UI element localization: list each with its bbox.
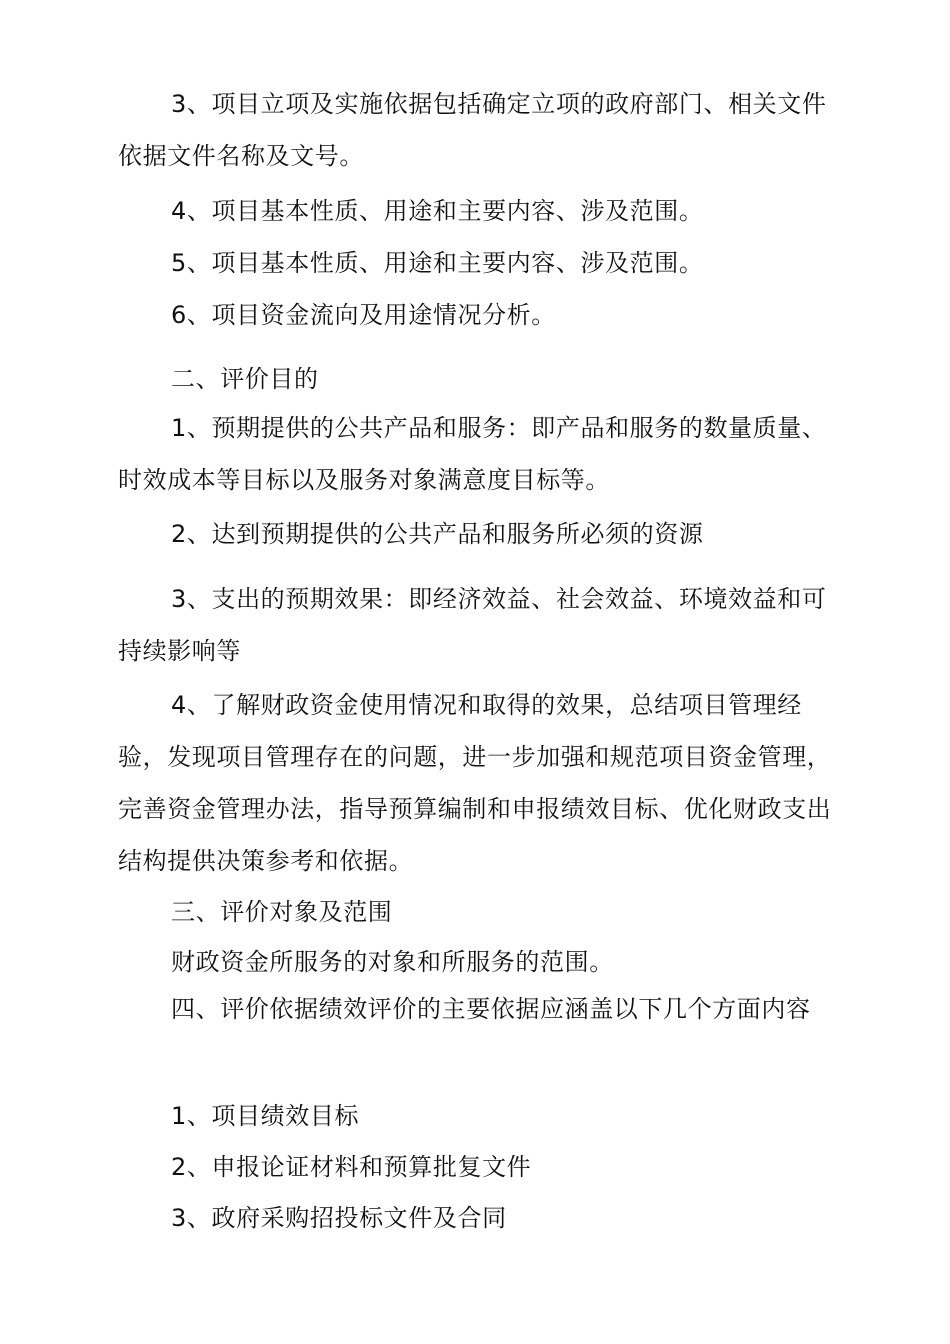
paragraph-declaration-materials: 2、申报论证材料和预算批复文件 <box>171 1153 532 1181</box>
paragraph-performance-goals: 1、项目绩效目标 <box>171 1102 360 1130</box>
section-heading-evaluation-basis: 四、评价依据绩效评价的主要依据应涵盖以下几个方面内容 <box>171 995 811 1023</box>
paragraph-public-products: 1、预期提供的公共产品和服务：即产品和服务的数量质量、时效成本等目标以及服务对象满意度目标等。 <box>118 414 827 494</box>
paragraph-required-resources: 2、达到预期提供的公共产品和服务所必须的资源 <box>171 520 704 548</box>
section-heading-evaluation-scope: 三、评价对象及范围 <box>171 898 393 926</box>
section-heading-evaluation-purpose: 二、评价目的 <box>171 365 319 393</box>
paragraph-project-nature-2: 5、项目基本性质、用途和主要内容、涉及范围。 <box>171 249 704 277</box>
paragraph-scope-content: 财政资金所服务的对象和所服务的范围。 <box>171 948 614 976</box>
paragraph-project-nature-1: 4、项目基本性质、用途和主要内容、涉及范围。 <box>171 197 704 225</box>
paragraph-procurement-documents: 3、政府采购招投标文件及合同 <box>171 1204 507 1232</box>
paragraph-project-basis: 3、项目立项及实施依据包括确定立项的政府部门、相关文件依据文件名称及文号。 <box>118 90 827 170</box>
paragraph-expected-effects: 3、支出的预期效果：即经济效益、社会效益、环境效益和可持续影响等 <box>118 585 827 665</box>
paragraph-fund-usage: 4、了解财政资金使用情况和取得的效果，总结项目管理经验，发现项目管理存在的问题，进一步加强和规范项目资金管理，完善资金管理办法，指导预算编制和申报绩效目标、优化财政支出结构提供决策参考和依据。 <box>118 691 832 875</box>
paragraph-fund-flow: 6、项目资金流向及用途情况分析。 <box>171 301 556 329</box>
